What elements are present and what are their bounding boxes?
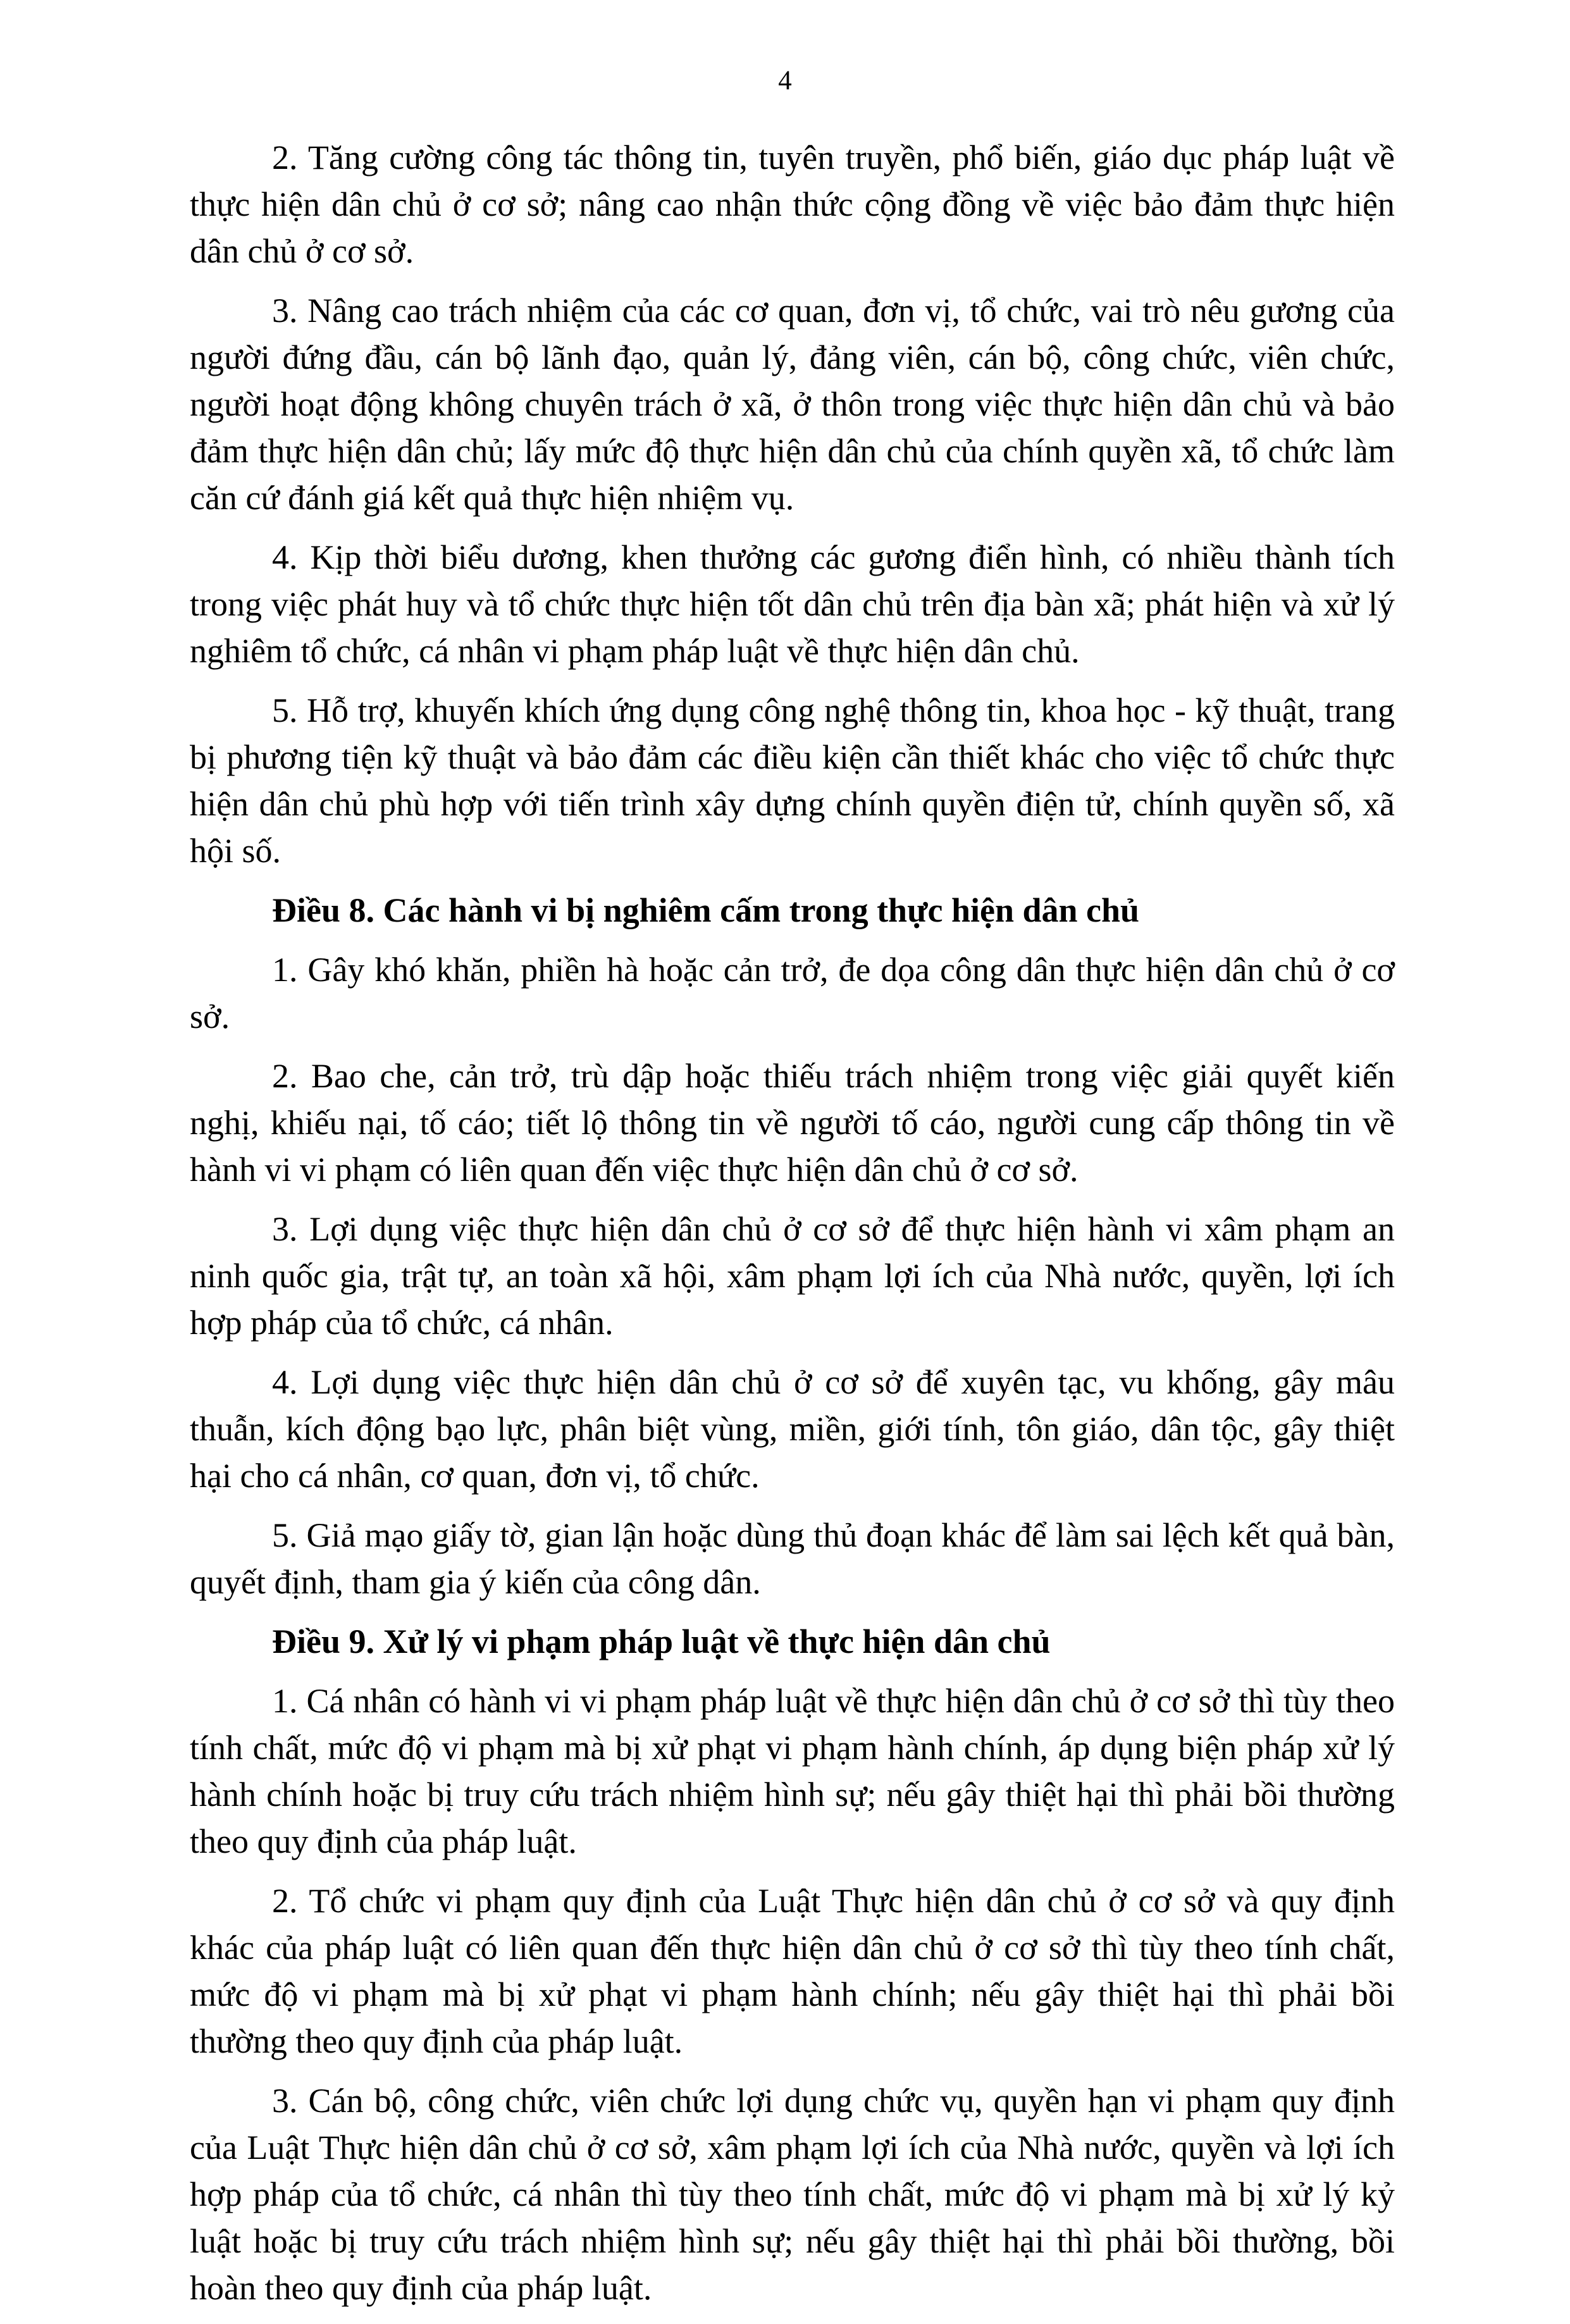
- paragraph: 3. Cán bộ, công chức, viên chức lợi dụng chức vụ, quyền hạn vi phạm quy định của Luật Thực hiện dân chủ ở cơ sở, xâm phạm lợi ích của Nhà nước, quyền và lợi ích hợp pháp của tổ chức, cá nhân thì tùy theo tính chất, mức độ vi phạm mà bị xử lý kỷ luật hoặc bị truy cứu trách nhiệm hình sự; nếu gây thiệt hại thì phải bồi thường, bồi hoàn theo quy định của pháp luật.: [190, 2082, 1395, 2307]
- article-heading: Điều 8. Các hành vi bị nghiêm cấm trong thực hiện dân chủ: [272, 891, 1140, 929]
- paragraph: 2. Tăng cường công tác thông tin, tuyên truyền, phổ biến, giáo dục pháp luật về thực hiện dân chủ ở cơ sở; nâng cao nhận thức cộng đồng về việc bảo đảm thực hiện dân chủ ở cơ sở.: [190, 139, 1395, 270]
- page-number: 4: [778, 66, 792, 96]
- paragraph: 2. Tổ chức vi phạm quy định của Luật Thực hiện dân chủ ở cơ sở và quy định khác của pháp luật có liên quan đến thực hiện dân chủ ở cơ sở thì tùy theo tính chất, mức độ vi phạm mà bị xử phạt vi phạm hành chính; nếu gây thiệt hại thì phải bồi thường theo quy định của pháp luật.: [190, 1882, 1395, 2060]
- paragraph: 4. Lợi dụng việc thực hiện dân chủ ở cơ sở để xuyên tạc, vu khống, gây mâu thuẫn, kích động bạo lực, phân biệt vùng, miền, giới tính, tôn giáo, dân tộc, gây thiệt hại cho cá nhân, cơ quan, đơn vị, tổ chức.: [190, 1363, 1395, 1495]
- paragraph: 5. Giả mạo giấy tờ, gian lận hoặc dùng thủ đoạn khác để làm sai lệch kết quả bàn, quyết định, tham gia ý kiến của công dân.: [190, 1516, 1395, 1601]
- paragraph: 3. Nâng cao trách nhiệm của các cơ quan, đơn vị, tổ chức, vai trò nêu gương của người đứng đầu, cán bộ lãnh đạo, quản lý, đảng viên, cán bộ, công chức, viên chức, người hoạt động không chuyên trách ở xã, ở thôn trong việc thực hiện dân chủ và bảo đảm thực hiện dân chủ; lấy mức độ thực hiện dân chủ của chính quyền xã, tổ chức làm căn cứ đánh giá kết quả thực hiện nhiệm vụ.: [190, 292, 1395, 517]
- article-heading: Điều 9. Xử lý vi phạm pháp luật về thực hiện dân chủ: [272, 1622, 1051, 1660]
- paragraph: 5. Hỗ trợ, khuyến khích ứng dụng công nghệ thông tin, khoa học - kỹ thuật, trang bị phương tiện kỹ thuật và bảo đảm các điều kiện cần thiết khác cho việc tổ chức thực hiện dân chủ phù hợp với tiến trình xây dựng chính quyền điện tử, chính quyền số, xã hội số.: [190, 691, 1395, 870]
- document-body: [190, 134, 1395, 2324]
- paragraph: 3. Lợi dụng việc thực hiện dân chủ ở cơ sở để thực hiện hành vi xâm phạm an ninh quốc gia, trật tự, an toàn xã hội, xâm phạm lợi ích của Nhà nước, quyền, lợi ích hợp pháp của tổ chức, cá nhân.: [190, 1210, 1395, 1342]
- paragraph: 4. Kịp thời biểu dương, khen thưởng các gương điển hình, có nhiều thành tích trong việc phát huy và tổ chức thực hiện tốt dân chủ trên địa bàn xã; phát hiện và xử lý nghiêm tổ chức, cá nhân vi phạm pháp luật về thực hiện dân chủ.: [190, 538, 1395, 670]
- paragraph: 2. Bao che, cản trở, trù dập hoặc thiếu trách nhiệm trong việc giải quyết kiến nghị, khiếu nại, tố cáo; tiết lộ thông tin về người tố cáo, người cung cấp thông tin về hành vi vi phạm có liên quan đến việc thực hiện dân chủ ở cơ sở.: [190, 1057, 1395, 1189]
- paragraph: 1. Cá nhân có hành vi vi phạm pháp luật về thực hiện dân chủ ở cơ sở thì tùy theo tính chất, mức độ vi phạm mà bị xử phạt vi phạm hành chính, áp dụng biện pháp xử lý hành chính hoặc bị truy cứu trách nhiệm hình sự; nếu gây thiệt hại thì phải bồi thường theo quy định của pháp luật.: [190, 1682, 1395, 1860]
- paragraph: 1. Gây khó khăn, phiền hà hoặc cản trở, đe dọa công dân thực hiện dân chủ ở cơ sở.: [190, 951, 1395, 1035]
